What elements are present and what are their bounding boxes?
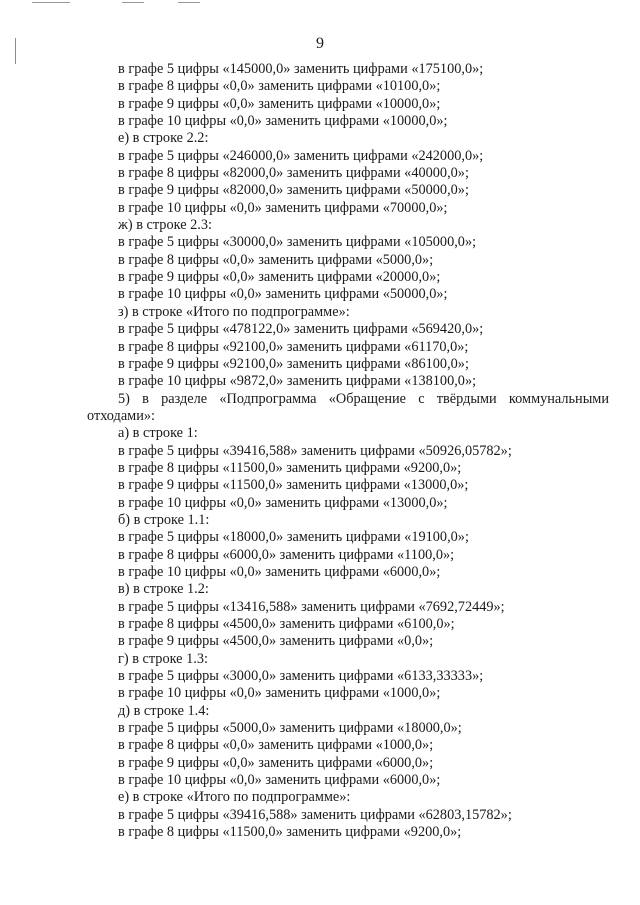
- text-line: в графе 8 цифры «11500,0» заменить цифрами «9200,0»;: [118, 824, 462, 841]
- document-body: [0, 61, 640, 841]
- text-line: в графе 5 цифры «478122,0» заменить цифрами «569420,0»;: [118, 321, 484, 338]
- subsection-heading: д) в строке 1.4:: [118, 702, 210, 719]
- text-line: в графе 5 цифры «145000,0» заменить цифрами «175100,0»;: [118, 61, 484, 77]
- subsection-heading: е) в строке 2.2:: [118, 130, 209, 147]
- text-line: в графе 9 цифры «0,0» заменить цифрами «6000,0»;: [118, 754, 434, 771]
- text-line: в графе 10 цифры «0,0» заменить цифрами «1000,0»;: [118, 685, 441, 702]
- text-line: в графе 8 цифры «11500,0» заменить цифрами «9200,0»;: [118, 459, 462, 476]
- page-number: 9: [316, 35, 324, 52]
- section-heading-continuation: отходами»:: [87, 407, 155, 424]
- text-line: в графе 8 цифры «92100,0» заменить цифрами «61170,0»;: [118, 338, 469, 355]
- text-line: в графе 10 цифры «0,0» заменить цифрами «50000,0»;: [118, 286, 448, 303]
- text-line: в графе 5 цифры «39416,588» заменить цифрами «62803,15782»;: [118, 806, 512, 823]
- text-line: в графе 5 цифры «39416,588» заменить цифрами «50926,05782»;: [118, 442, 512, 459]
- scan-artifact-mark: [32, 2, 70, 3]
- text-line: в графе 5 цифры «30000,0» заменить цифрами «105000,0»;: [118, 234, 477, 251]
- text-line: в графе 8 цифры «4500,0» заменить цифрами «6100,0»;: [118, 616, 455, 632]
- text-line: в графе 9 цифры «0,0» заменить цифрами «20000,0»;: [118, 269, 441, 286]
- text-line: в графе 9 цифры «82000,0» заменить цифрами «50000,0»;: [118, 182, 469, 199]
- text-line: в графе 8 цифры «82000,0» заменить цифрами «40000,0»;: [118, 165, 469, 182]
- text-line: в графе 8 цифры «0,0» заменить цифрами «5000,0»;: [118, 251, 434, 268]
- text-line: в графе 9 цифры «4500,0» заменить цифрами «0,0»;: [118, 633, 434, 650]
- text-line: в графе 8 цифры «0,0» заменить цифрами «1000,0»;: [118, 737, 434, 754]
- text-line: в графе 10 цифры «0,0» заменить цифрами «6000,0»;: [118, 772, 441, 789]
- text-line: в графе 10 цифры «0,0» заменить цифрами «13000,0»;: [118, 494, 448, 511]
- subsection-heading: з) в строке «Итого по подпрограмме»:: [118, 303, 350, 320]
- text-line: в графе 10 цифры «0,0» заменить цифрами «10000,0»;: [118, 113, 448, 130]
- text-line: в графе 5 цифры «246000,0» заменить цифрами «242000,0»;: [118, 147, 484, 164]
- subsection-heading: г) в строке 1.3:: [118, 650, 208, 667]
- text-line: в графе 9 цифры «11500,0» заменить цифрами «13000,0»;: [118, 477, 469, 494]
- text-line: в графе 8 цифры «6000,0» заменить цифрами «1100,0»;: [118, 546, 455, 563]
- subsection-heading: ж) в строке 2.3:: [118, 217, 212, 234]
- text-line: в графе 9 цифры «0,0» заменить цифрами «10000,0»;: [118, 95, 441, 112]
- text-line: в графе 5 цифры «18000,0» заменить цифрами «19100,0»;: [118, 529, 469, 546]
- text-line: в графе 8 цифры «0,0» заменить цифрами «10100,0»;: [118, 78, 441, 95]
- text-line: в графе 5 цифры «5000,0» заменить цифрами «18000,0»;: [118, 720, 462, 737]
- text-line: в графе 10 цифры «0,0» заменить цифрами «6000,0»;: [118, 563, 441, 580]
- section-heading: 5) в разделе «Подпрограмма «Обращение с твёрдыми коммунальными: [118, 390, 609, 407]
- subsection-heading: а) в строке 1:: [118, 425, 198, 442]
- text-line: в графе 5 цифры «3000,0» заменить цифрами «6133,33333»;: [118, 668, 484, 685]
- scan-artifact-mark: [178, 2, 200, 3]
- subsection-heading: в) в строке 1.2:: [118, 581, 209, 598]
- subsection-heading: б) в строке 1.1:: [118, 511, 210, 528]
- text-line: в графе 10 цифры «9872,0» заменить цифрами «138100,0»;: [118, 373, 477, 390]
- subsection-heading: е) в строке «Итого по подпрограмме»:: [118, 789, 351, 806]
- text-line: в графе 10 цифры «0,0» заменить цифрами «70000,0»;: [118, 199, 448, 216]
- scan-artifact-mark: [122, 2, 144, 3]
- text-line: в графе 9 цифры «92100,0» заменить цифрами «86100,0»;: [118, 355, 469, 372]
- text-line: в графе 5 цифры «13416,588» заменить цифрами «7692,72449»;: [118, 598, 505, 615]
